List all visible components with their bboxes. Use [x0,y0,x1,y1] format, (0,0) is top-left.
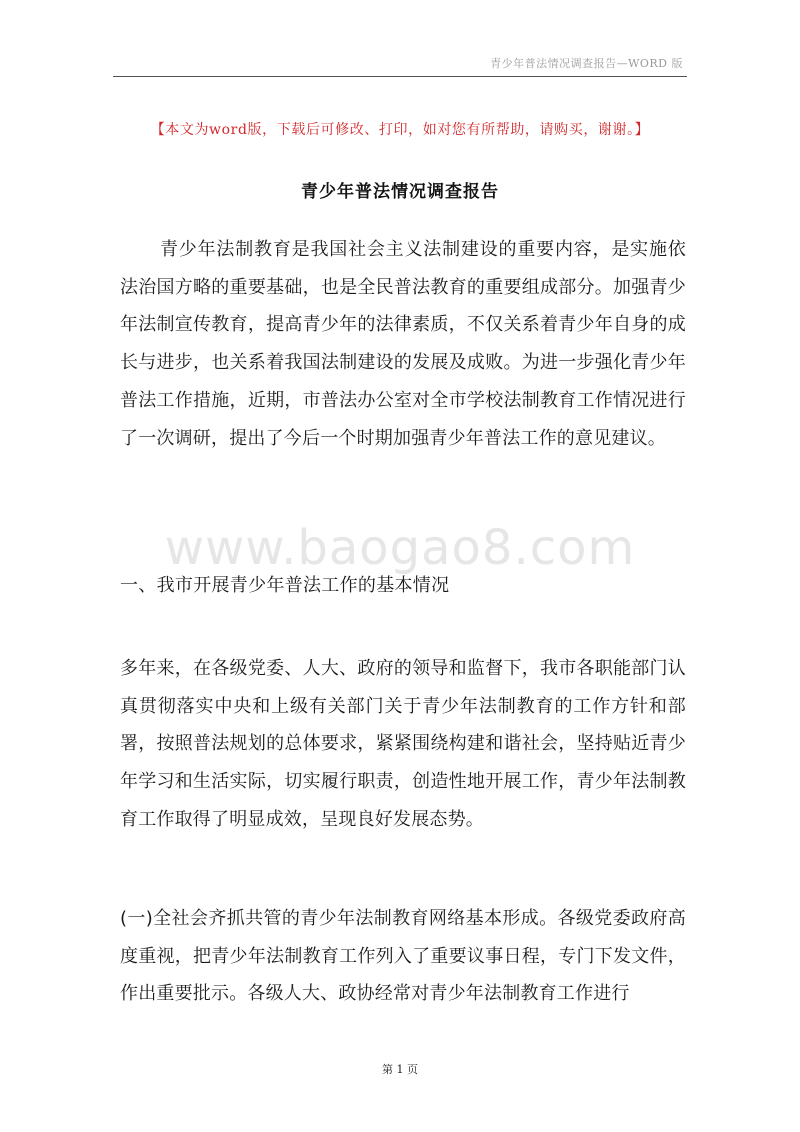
intro-paragraph: 青少年法制教育是我国社会主义法制建设的重要内容，是实施依法治国方略的重要基础，也是全民普法教育的重要组成部分。加强青少年法制宣传教育，提高青少年的法律素质，不仅关系着青少年自身的成长与进步，也关系着我国法制建设的发展及成败。为进一步强化青少年普法工作措施，近期，市普法办公室对全市学校法制教育工作情况进行了一次调研，提出了今后一个时期加强青少年普法工作的意见建议。 [120,239,686,449]
page-number: 第 1 页 [382,1063,418,1076]
running-header: 青少年普法情况调查报告—WORD 版 [490,57,683,70]
section-heading: 一、我市开展青少年普法工作的基本情况 [120,575,450,596]
document-title: 青少年普法情况调查报告 [301,182,499,202]
header-divider [113,76,687,77]
download-notice: 【本文为word版，下载后可修改、打印，如对您有所帮助，请购买，谢谢。】 [150,122,650,138]
watermark: www.baogao8.com [164,520,636,576]
body-paragraph: 多年来，在各级党委、人大、政府的领导和监督下，我市各职能部门认真贯彻落实中央和上级有关部门关于青少年法制教育的工作方针和部署，按照普法规划的总体要求，紧紧围绕构建和谐社会，坚持贴近青少年学习和生活实际，切实履行职责，创造性地开展工作，青少年法制教育工作取得了明显成效，呈现良好发展态势。 [120,658,686,830]
body-paragraph: (一)全社会齐抓共管的青少年法制教育网络基本形成。各级党委政府高度重视，把青少年法制教育工作列入了重要议事日程，专门下发文件，作出重要批示。各级人大、政协经常对青少年法制教育工作进行 [120,908,686,1005]
